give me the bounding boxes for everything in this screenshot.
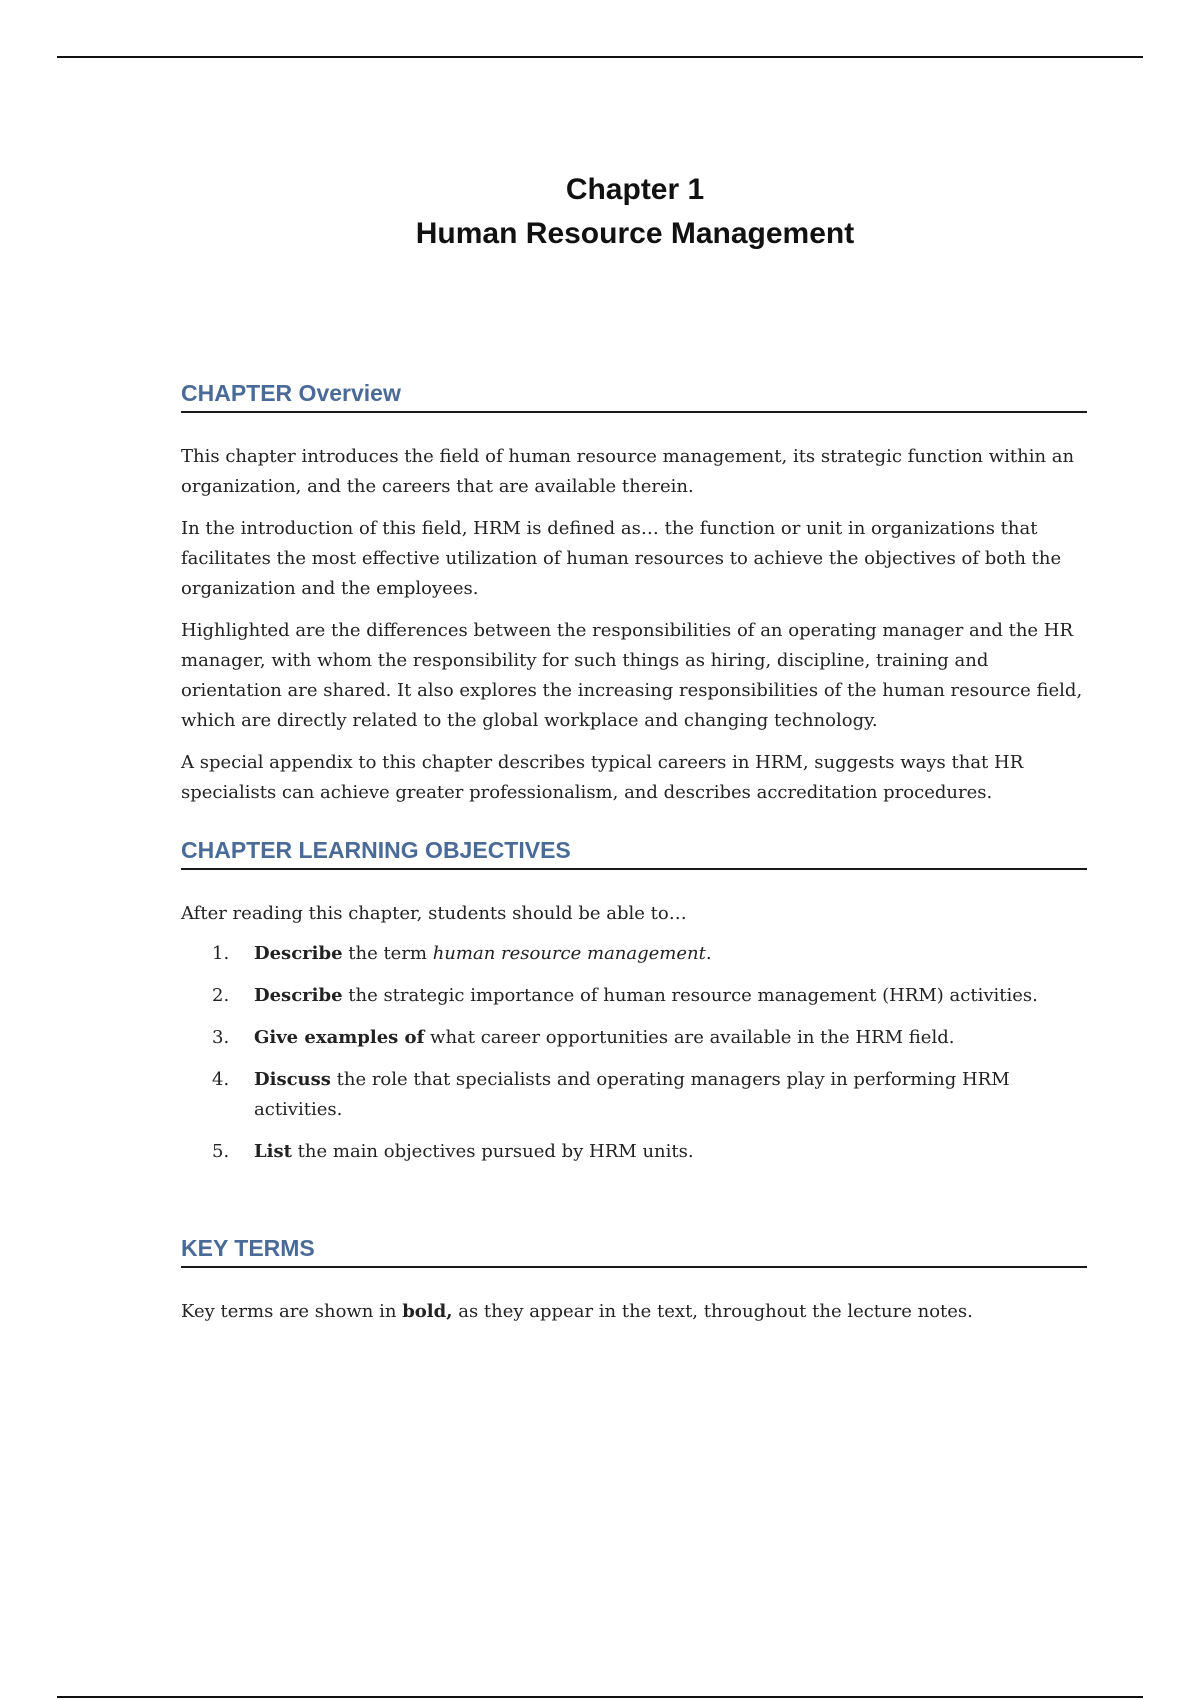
objective-verb: Give examples of <box>254 1027 425 1048</box>
objective-text: the main objectives pursued by HRM units. <box>291 1141 694 1162</box>
objective-number: 4. <box>212 1069 230 1090</box>
objective-verb: Describe <box>254 943 343 964</box>
key-terms-bold-word: bold, <box>402 1301 453 1322</box>
header-rule <box>57 56 1143 58</box>
document-body <box>181 378 1087 1327</box>
key-terms-lead: Key terms are shown in <box>181 1301 403 1322</box>
objective-verb: Describe <box>254 985 343 1006</box>
objective-text: the term <box>342 943 433 964</box>
objective-item <box>181 1023 1087 1053</box>
objective-text: the role that specialists and operating managers play in performing HRM activities. <box>254 1069 1010 1120</box>
objective-item <box>181 1137 1087 1167</box>
objective-verb: Discuss <box>254 1069 331 1090</box>
chapter-title <box>0 168 1200 256</box>
objective-tail: . <box>705 943 712 964</box>
objective-item <box>181 939 1087 969</box>
objectives-heading: CHAPTER LEARNING OBJECTIVES <box>181 835 1087 870</box>
overview-paragraph: A special appendix to this chapter describes typical careers in HRM, suggests ways that HR specialists can achieve greater professionalism, and describes accreditation procedures. <box>181 752 1024 803</box>
overview-paragraph: Highlighted are the differences between the responsibilities of an operating manager and the HR manager, with whom the responsibility for such things as hiring, discipline, training and orientation are shared. It also explores the increasing responsibilities of the human resource field, which are directly related to the global workplace and changing technology. <box>181 620 1083 731</box>
objectives-list <box>181 939 1087 1167</box>
objective-number: 1. <box>212 943 230 964</box>
key-terms-heading: KEY TERMS <box>181 1233 1087 1268</box>
chapter-name: Human Resource Management <box>415 217 855 250</box>
key-terms-rest: as they appear in the text, throughout the lecture notes. <box>452 1301 973 1322</box>
overview-heading: CHAPTER Overview <box>181 378 1087 413</box>
objective-verb: List <box>254 1141 292 1162</box>
objectives-intro: After reading this chapter, students should be able to… <box>181 903 687 924</box>
objective-number: 2. <box>212 985 230 1006</box>
objective-text: the strategic importance of human resource management (HRM) activities. <box>342 985 1038 1006</box>
objective-number: 3. <box>212 1027 230 1048</box>
objective-number: 5. <box>212 1141 230 1162</box>
objective-text: what career opportunities are available in the HRM field. <box>424 1027 955 1048</box>
chapter-number: Chapter 1 <box>565 173 705 206</box>
overview-paragraph: This chapter introduces the field of human resource management, its strategic function within an organization, and the careers that are available therein. <box>181 446 1075 497</box>
objective-term: human resource management <box>432 943 706 964</box>
objective-item <box>181 1065 1087 1125</box>
footer-rule <box>57 1696 1143 1698</box>
key-terms-text <box>181 1297 1087 1327</box>
objective-item <box>181 981 1087 1011</box>
overview-paragraph: In the introduction of this field, HRM is defined as… the function or unit in organizations that facilitates the most effective utilization of human resources to achieve the objectives of both the organization and the employees. <box>181 518 1062 599</box>
